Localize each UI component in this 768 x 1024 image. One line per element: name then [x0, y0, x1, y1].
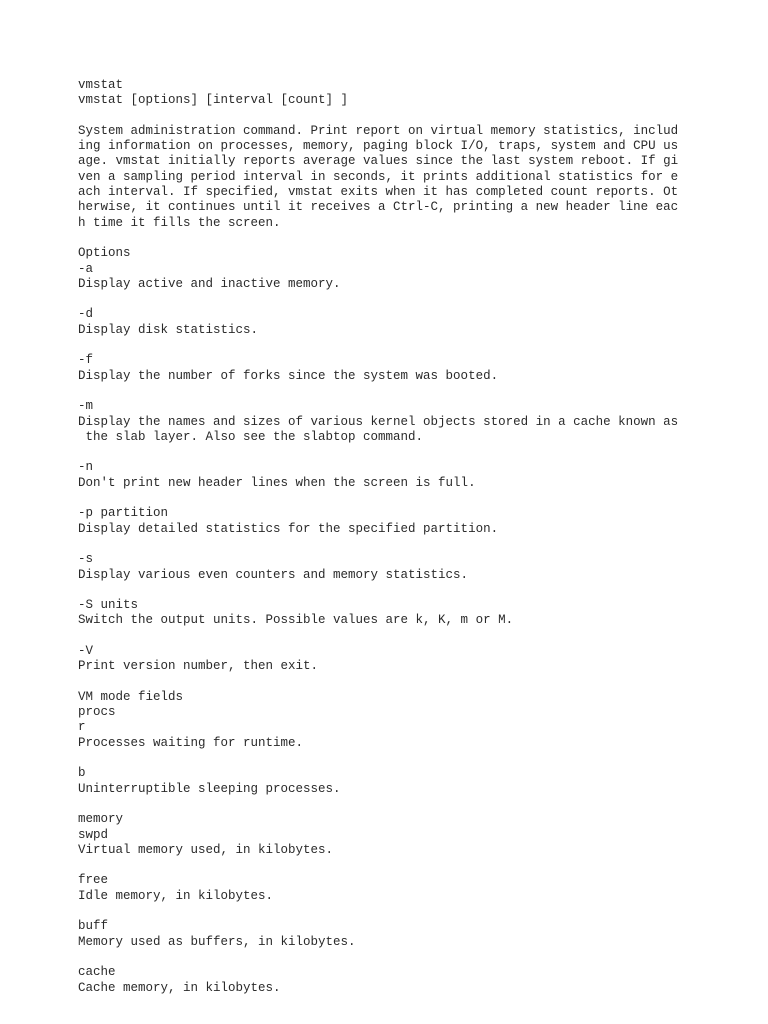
field-entry: [78, 828, 718, 859]
option-flag: -s: [78, 552, 94, 567]
option-entry: [78, 353, 718, 384]
spacer: [78, 583, 718, 598]
description-line: ach interval. If specified, vmstat exits when it has completed count reports. Ot: [78, 185, 679, 200]
option-description: the slab layer. Also see the slabtop command.: [78, 429, 424, 444]
spacer: [78, 858, 718, 873]
option-description: Display disk statistics.: [78, 322, 259, 337]
option-entry: [78, 262, 718, 293]
option-entry: [78, 460, 718, 491]
field-name: free: [78, 873, 109, 888]
spacer: [78, 629, 718, 644]
spacer: [78, 338, 718, 353]
option-description: Print version number, then exit.: [78, 659, 319, 674]
field-name: buff: [78, 919, 109, 934]
spacer: [78, 797, 718, 812]
spacer: [78, 950, 718, 965]
option-entry: [78, 644, 718, 675]
field-entry: [78, 965, 718, 996]
description-line: ing information on processes, memory, paging block I/O, traps, system and CPU us: [78, 139, 679, 154]
spacer: [78, 904, 718, 919]
option-entry: [78, 399, 718, 445]
description-line: h time it fills the screen.: [78, 215, 281, 230]
field-entry: [78, 873, 718, 904]
spacer: [78, 109, 718, 124]
field-name: cache: [78, 965, 116, 980]
field-name: r: [78, 720, 86, 735]
option-entry: [78, 598, 718, 629]
option-description: Display the number of forks since the system was booted.: [78, 368, 499, 383]
spacer: [78, 491, 718, 506]
option-description: Display detailed statistics for the specified partition.: [78, 521, 499, 536]
option-flag: -f: [78, 353, 94, 368]
field-description: Idle memory, in kilobytes.: [78, 888, 274, 903]
option-description: Display active and inactive memory.: [78, 276, 341, 291]
spacer: [78, 537, 718, 552]
man-page-document: [78, 78, 718, 996]
field-description: Processes waiting for runtime.: [78, 735, 304, 750]
field-description: Uninterruptible sleeping processes.: [78, 781, 341, 796]
option-entry: [78, 307, 718, 338]
option-description: Switch the output units. Possible values are k, K, m or M.: [78, 613, 514, 628]
spacer: [78, 384, 718, 399]
option-flag: -S units: [78, 598, 139, 613]
option-flag: -p partition: [78, 506, 169, 521]
description-block: [78, 124, 718, 231]
description-line: herwise, it continues until it receives a Ctrl-C, printing a new header line eac: [78, 200, 679, 215]
description-line: System administration command. Print report on virtual memory statistics, includ: [78, 123, 679, 138]
option-flag: -a: [78, 261, 94, 276]
option-description: Don't print new header lines when the screen is full.: [78, 475, 476, 490]
description-line: ven a sampling period interval in seconds, it prints additional statistics for e: [78, 169, 679, 184]
field-entry: [78, 919, 718, 950]
vm-fields-heading: VM mode fields: [78, 689, 184, 704]
option-flag: -d: [78, 307, 94, 322]
description-line: age. vmstat initially reports average values since the last system reboot. If gi: [78, 154, 679, 169]
command-title: vmstat: [78, 78, 124, 92]
field-name: swpd: [78, 827, 109, 842]
spacer: [78, 292, 718, 307]
field-description: Memory used as buffers, in kilobytes.: [78, 934, 356, 949]
spacer: [78, 445, 718, 460]
field-entry: [78, 766, 718, 797]
spacer: [78, 231, 718, 246]
option-description: Display the names and sizes of various kernel objects stored in a cache known as: [78, 414, 679, 429]
spacer: [78, 675, 718, 690]
options-heading: Options: [78, 246, 131, 261]
field-description: Virtual memory used, in kilobytes.: [78, 842, 334, 857]
field-name: b: [78, 766, 86, 781]
field-description: Cache memory, in kilobytes.: [78, 980, 281, 995]
option-flag: -m: [78, 399, 94, 414]
field-entry: [78, 720, 718, 751]
option-entry: [78, 506, 718, 537]
spacer: [78, 751, 718, 766]
option-entry: [78, 552, 718, 583]
memory-heading: memory: [78, 812, 124, 827]
option-flag: -V: [78, 643, 94, 658]
option-flag: -n: [78, 460, 94, 475]
command-synopsis: vmstat [options] [interval [count] ]: [78, 93, 349, 108]
option-description: Display various even counters and memory statistics.: [78, 567, 469, 582]
procs-heading: procs: [78, 705, 116, 720]
